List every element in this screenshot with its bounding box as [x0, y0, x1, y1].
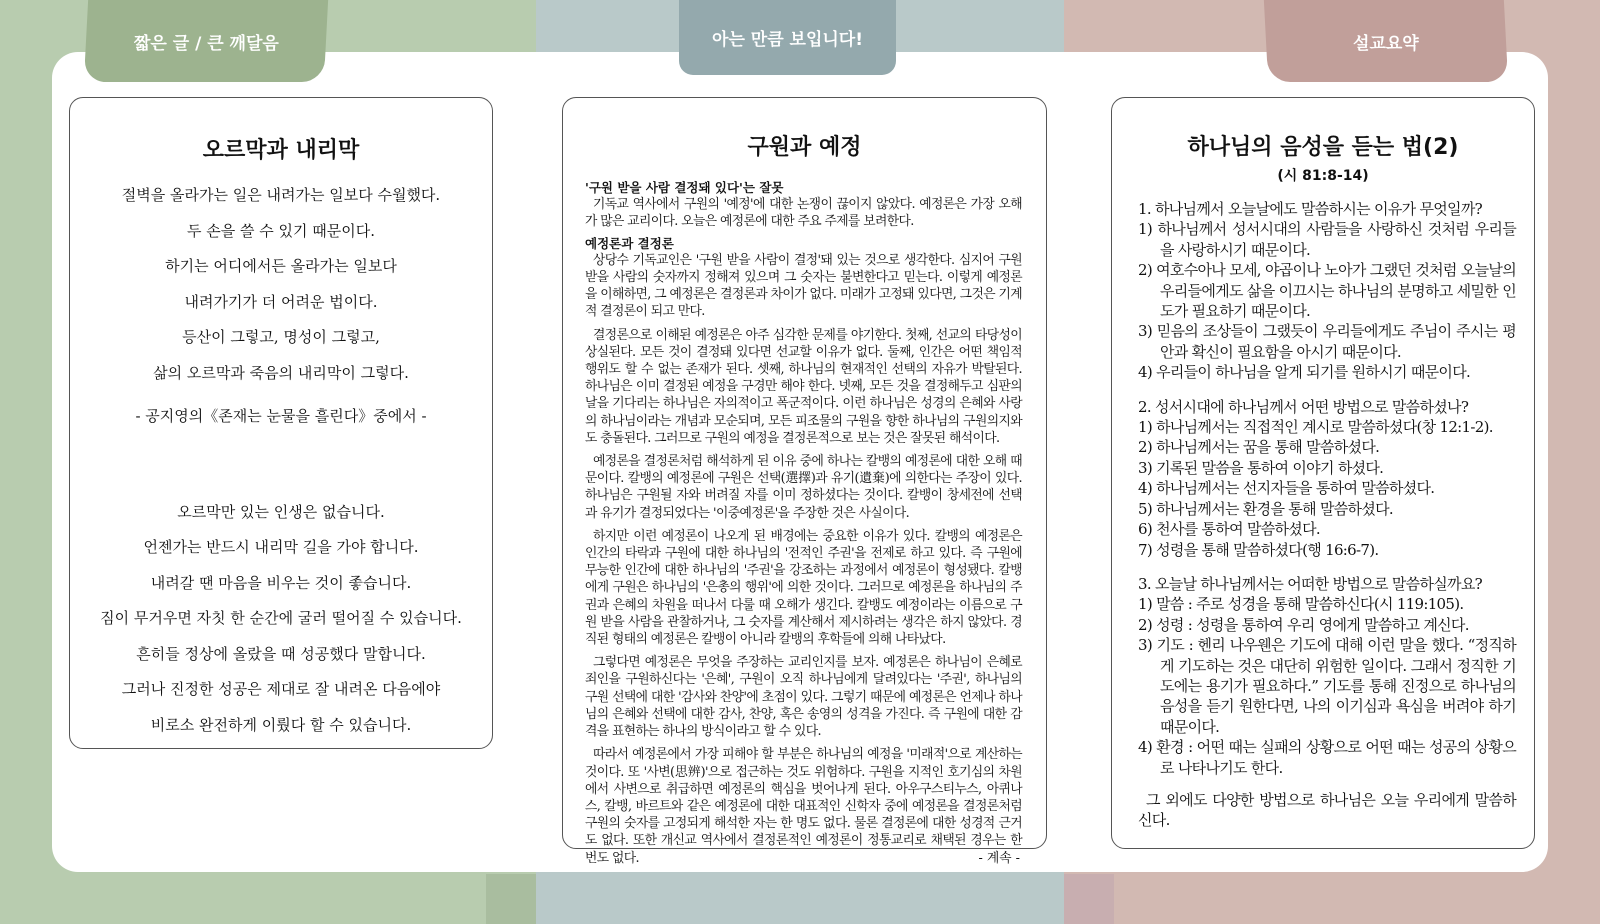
- short-writing-panel: [69, 97, 493, 749]
- section-item: 1) 하나님께서는 직접적인 계시로 말씀하셨다(창 12:1-2).: [1138, 418, 1493, 437]
- section-item: 1) 하나님께서 성서시대의 사람들을 사랑하신 것처럼 우리들을 사랑하시기 때문이다.: [1138, 220, 1516, 259]
- sermon-body: [1112, 185, 1534, 831]
- tab-label: 짧은 글 / 큰 깨달음: [133, 33, 279, 54]
- article-paragraph: 그렇다면 예정론은 무엇을 주장하는 교리인지를 보자. 예정론은 하나님이 은혜로 죄인을 구원하신다는 '은혜', 구원이 오직 하나님에게 달려있다는 '주권', 하나님의 구원 선택에 대한 '감사와 찬양'에 초점이 있다. 그렇기 때문에 예정론은 언제나 하나님의 은혜와 선택에 대한 감사, 찬양, 혹은 송영의 성격을 가진다. 즉 구원에 대한 감격을 표현하는 하나의 방식이라고 할 수 있다.: [585, 655, 1022, 740]
- reflection-line: 짐이 무거우면 자칫 한 순간에 굴러 떨어질 수 있습니다.: [100, 609, 462, 627]
- quote-line: 삶의 오르막과 죽음의 내리막이 그렇다.: [153, 363, 409, 382]
- article-paragraph: 결정론으로 이해된 예정론은 아주 심각한 문제를 야기한다. 첫째, 선교의 타당성이 상실된다. 모든 것이 결정돼 있다면 선교할 이유가 없다. 둘째, 인간은 어떤 책임적 행위도 할 수 없는 존재가 된다. 셋째, 하나님의 현재적인 선택의 자유가 박탈된다. 하나님은 이미 결정된 예정을 구경만 해야 한다. 넷째, 모든 것을 결정해두고 심판의 날을 기다리는 하나님은 자의적이고 폭군적이다. 이런 하나님은 성경의 은혜와 사랑의 하나님이라는 개념과 모순되며, 모든 피조물의 구원을 향한 하나님의 구원의지와도 충돌된다. 그러므로 구원의 예정을 결정론적으로 보는 것은 잘못된 해석이다.: [585, 327, 1022, 446]
- section-item: 4) 우리들이 하나님을 알게 되기를 원하시기 때문이다.: [1138, 363, 1471, 382]
- article-body: [563, 161, 1046, 867]
- section-item: 4) 하나님께서는 선지자들을 통하여 말씀하셨다.: [1138, 479, 1435, 498]
- reflection-line: 언젠가는 반드시 내리막 길을 가야 합니다.: [143, 538, 419, 556]
- section-item: 3) 기록된 말씀을 통하여 이야기 하셨다.: [1138, 458, 1384, 477]
- section-item: 6) 천사를 통하여 말씀하셨다.: [1138, 520, 1320, 539]
- sermon-section: [1138, 574, 1516, 778]
- section-question: 1. 하나님께서 오늘날에도 말씀하시는 이유가 무엇일까?: [1138, 200, 1482, 218]
- article-paragraph: 따라서 예정론에서 가장 피해야 할 부분은 하나님의 예정을 '미래적'으로 계산하는 것이다. 또 '사변(思辨)'으로 접근하는 것도 위험하다. 구원을 지적인 호기심의 차원에서 사변으로 취급하면 예정론의 핵심을 벗어나게 된다. 아우구스티누스, 아퀴나스, 칼뱅, 바르트와 같은 예정론에 대한 대표적인 신학자 중에 예정론을 결정론처럼 구원의 숫자를 고정되게 해석한 자는 한 명도 없다. 물론 결정론에 대한 성경적 근거도 없다. 또한 개신교 역사에서 결정론적인 예정론이 정통교리로 채택된 경우는 한 번도 없다.: [585, 747, 1022, 866]
- quote-block: [70, 178, 492, 391]
- section-item: 3) 기도 : 헨리 나우웬은 기도에 대해 이런 말을 했다. “정직하게 기도하는 것은 대단히 위험한 일이다. 그래서 정직한 기도에는 용기가 필요하다.” 기도를 통해 진정으로 하나님의 음성을 듣기 원한다면, 나의 이기심과 욕심을 버려야 하기 때문이다.: [1138, 636, 1516, 736]
- panel-title: 오르막과 내리막: [202, 138, 360, 163]
- reflection-line: 흔히들 정상에 올랐을 때 성공했다 말합니다.: [136, 644, 426, 663]
- section-item: 4) 환경 : 어떤 때는 실패의 상황으로 어떤 때는 성공의 상황으로 나타나기도 한다.: [1138, 738, 1516, 777]
- decor-strip: [486, 874, 536, 924]
- scripture-reference: (시 81:8-14): [1277, 168, 1369, 184]
- sermon-section: [1138, 199, 1516, 383]
- section-item: 2) 하나님께서는 꿈을 통해 말씀하셨다.: [1138, 438, 1380, 457]
- article-subheading: '구원 받을 사람 결정돼 있다'는 잘못: [585, 180, 784, 195]
- tab-know-to-see: [679, 0, 896, 75]
- reflection-line: 비로소 완전하게 이뤘다 할 수 있습니다.: [150, 715, 412, 734]
- quote-line: 등산이 그렇고, 명성이 그렇고,: [182, 328, 380, 346]
- section-question: 3. 오늘날 하나님께서는 어떠한 방법으로 말씀하실까요?: [1138, 574, 1482, 593]
- article-paragraph: 예정론을 결정론처럼 해석하게 된 이유 중에 하나는 칼뱅의 예정론에 대한 오해 때문이다. 칼뱅의 예정론에 구원은 선택(選擇)과 유기(遺棄)에 의한다는 주장이 있다. 하나님은 구원될 자와 버려질 자를 이미 정하셨다는 것이다. 칼뱅이 창세전에 선택과 유기가 결정되었다는 '이중예정론'을 주장한 것은 사실이다.: [585, 454, 1022, 521]
- sermon-summary-panel: [1111, 97, 1535, 849]
- article-paragraph: 상당수 기독교인은 '구원 받을 사람이 결정'돼 있는 것으로 생각한다. 심지어 구원받을 사람의 숫자까지 정해져 있으며 그 숫자는 불변한다고 믿는다. 이렇게 예정론을 이해하면, 그 예정론은 결정론과 차이가 없다. 미래가 고정돼 있다면, 그것은 기계적 결정론이 되고 만다.: [585, 252, 1022, 320]
- panel-title: 구원과 예정: [747, 135, 862, 160]
- section-item: 2) 여호수아나 모세, 야곱이나 노아가 그랬던 것처럼 오늘날의 우리들에게도 삶을 이끄시는 하나님의 분명하고 세밀한 인도가 필요하기 때문이다.: [1138, 261, 1516, 321]
- article-paragraph: 기독교 역사에서 구원의 '예정'에 대한 논쟁이 끊이지 않았다. 예정론은 가장 오해가 많은 교리이다. 오늘은 예정론에 대한 주요 주제를 보려한다.: [585, 197, 1022, 230]
- quote-line: 내려가기가 더 어려운 법이다.: [184, 292, 378, 311]
- decor-strip: [1064, 874, 1114, 924]
- quote-source: - 공지영의《존재는 눈물을 흘린다》중에서 -: [135, 407, 427, 425]
- sermon-closing: 그 외에도 다양한 방법으로 하나님은 오늘 우리에게 말씀하신다.: [1138, 790, 1516, 830]
- article-subheading: 예정론과 결정론: [585, 235, 674, 251]
- reflection-line: 내려갈 땐 마음을 비우는 것이 좋습니다.: [150, 573, 412, 592]
- article-panel: [562, 97, 1047, 866]
- tab-sermon-summary: [1264, 0, 1508, 82]
- section-item: 7) 성령을 통해 말씀하셨다(행 16:6-7).: [1138, 540, 1379, 559]
- section-item: 3) 믿음의 조상들이 그랬듯이 우리들에게도 주님이 주시는 평안과 확신이 필요함을 아시기 때문이다.: [1138, 322, 1516, 361]
- section-question: 2. 성서시대에 하나님께서 어떤 방법으로 말씀하셨나?: [1138, 397, 1469, 416]
- reflection-block: [70, 495, 492, 744]
- section-item: 5) 하나님께서는 환경을 통해 말씀하셨다.: [1138, 499, 1393, 518]
- tab-label: 설교요약: [1353, 33, 1419, 54]
- tab-label: 아는 만큼 보입니다!: [712, 30, 863, 50]
- reflection-line: 그러나 진정한 성공은 제대로 잘 내려온 다음에야: [121, 680, 441, 698]
- reflection-line: 오르막만 있는 인생은 없습니다.: [177, 502, 385, 521]
- panel-title: 하나님의 음성을 듣는 법(2): [1187, 135, 1459, 160]
- section-item: 2) 성령 : 성령을 통하여 우리 영에게 말씀하고 계신다.: [1138, 615, 1469, 634]
- article-paragraph: 하지만 이런 예정론이 나오게 된 배경에는 중요한 이유가 있다. 칼뱅의 예정론은 인간의 타락과 구원에 대한 하나님의 '전적인 주권'을 전제로 하고 있다. 즉 구원에 무능한 인간에 대한 하나님의 '주권'을 강조하는 과정에서 예정론이 형성됐다. 칼뱅에게 구원은 하나님의 '은총의 행위'에 의한 것이다. 그러므로 예정론을 하나님의 주권과 은혜의 차원을 떠나서 다룰 때 오해가 생긴다. 칼뱅도 예정이라는 이름으로 구원 받을 사람을 관찰하거나, 그 숫자를 계산해서 제시하려는 생각은 하지 않았다. 경직된 형태의 예정론은 칼뱅이 아니라 칼뱅의 후학들에 의해 나타났다.: [585, 528, 1022, 648]
- section-item: 1) 말씀 : 주로 성경을 통해 말씀하신다(시 119:105).: [1138, 595, 1464, 614]
- quote-line: 하기는 어디에서든 올라가는 일보다: [165, 257, 397, 275]
- continued-mark: - 계속 -: [978, 850, 1020, 866]
- tab-short-writing: [84, 0, 328, 82]
- quote-line: 두 손을 쓸 수 있기 때문이다.: [187, 221, 375, 240]
- sermon-section: [1138, 397, 1516, 560]
- quote-line: 절벽을 올라가는 일은 내려가는 일보다 수월했다.: [121, 186, 441, 204]
